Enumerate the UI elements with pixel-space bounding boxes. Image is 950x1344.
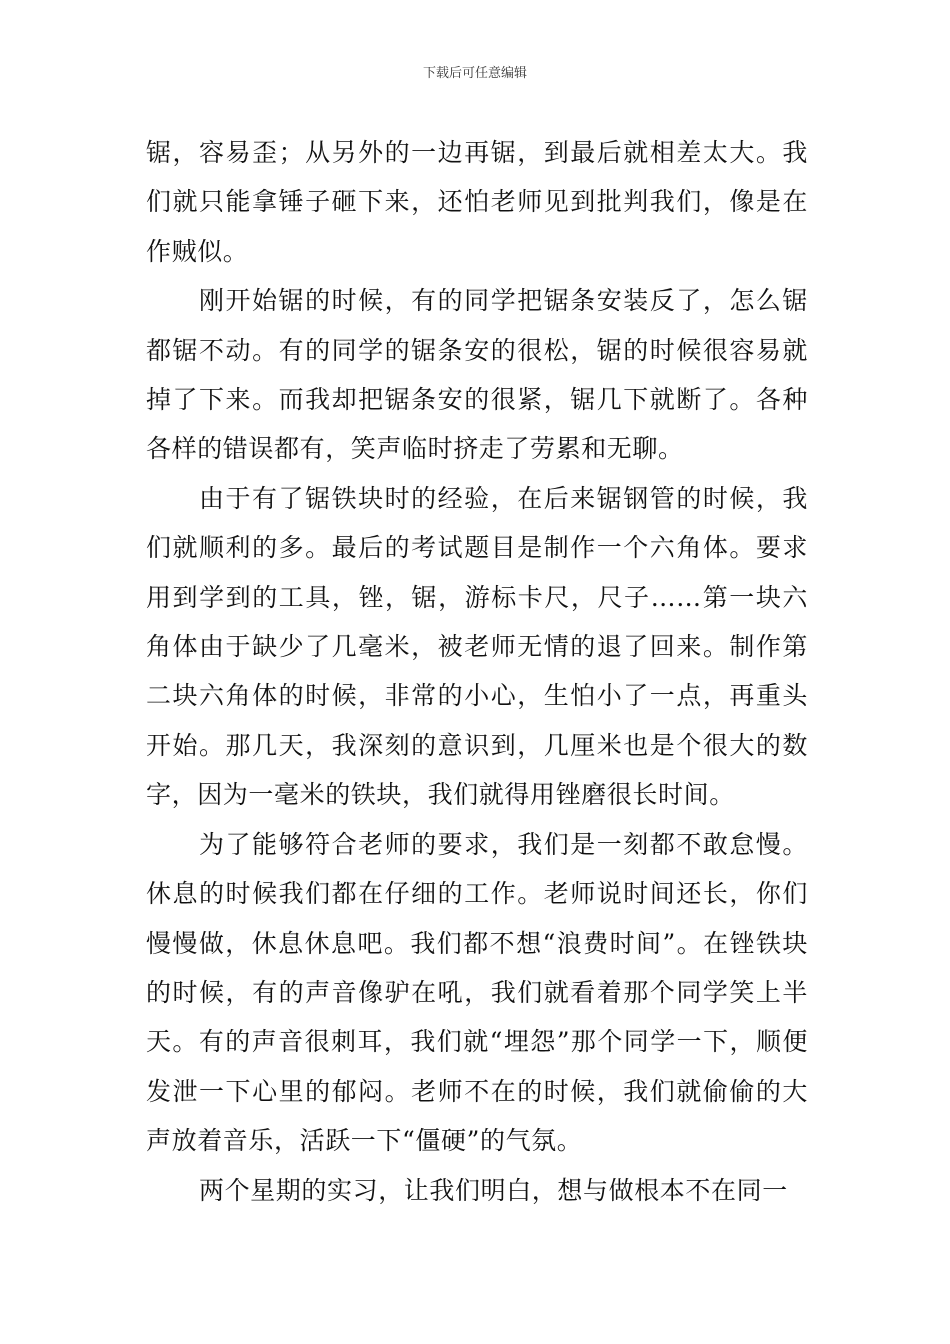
paragraph-5: 两个星期的实习，让我们明白，想与做根本不在同一 (199, 1175, 788, 1205)
page-header: 下载后可任意编辑 (422, 66, 527, 81)
paragraph-2: 刚开始锯的时候，有的同学把锯条安装反了，怎么锯都锯不动。有的同学的锯条安的很松，锯的时候很容易就掉了下来。而我却把锯条安的很紧，锯几下就断了。各种各样的错误都有，笑声临时挤走了劳累和无聊。 (146, 286, 808, 464)
paragraph-3: 由于有了锯铁块时的经验，在后来锯钢管的时候，我们就顺利的多。最后的考试题目是制作一个六角体。要求用到学到的工具，锉，锯，游标卡尺，尺子……第一块六角体由于缺少了几毫米，被老师无情的退了回来。制作第二块六角体的时候，非常的小心，生怕小了一点，再重头开始。那几天，我深刻的意识到，几厘米也是个很大的数字，因为一毫米的铁块，我们就得用锉磨很长时间。 (146, 483, 808, 810)
document-body (146, 128, 808, 1215)
paragraph-4: 为了能够符合老师的要求，我们是一刻都不敢怠慢。休息的时候我们都在仔细的工作。老师说时间还长，你们慢慢做，休息休息吧。我们都不想“浪费时间”。在锉铁块的时候，有的声音像驴在吼，我们就看着那个同学笑上半天。有的声音很刺耳，我们就“埋怨”那个同学一下，顺便发泄一下心里的郁闷。老师不在的时候，我们就偷偷的大声放着音乐，活跃一下“僵硬”的气氛。 (146, 829, 808, 1156)
paragraph-1: 锯，容易歪；从另外的一边再锯，到最后就相差太大。我们就只能拿锤子砸下来，还怕老师见到批判我们，像是在作贼似。 (146, 138, 808, 266)
